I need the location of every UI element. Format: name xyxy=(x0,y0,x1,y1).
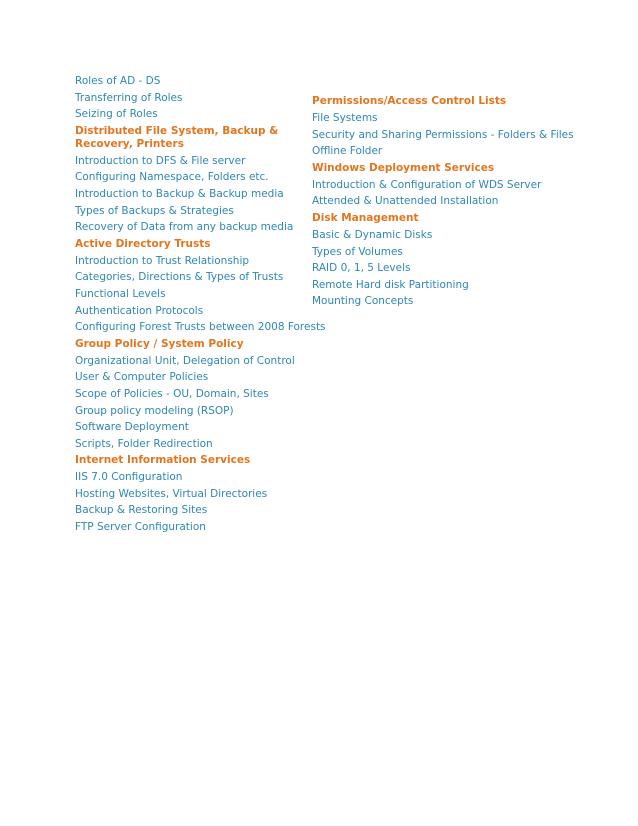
section-heading-permissions-access-control-lists: Permissions/Access Control Lists xyxy=(312,95,507,107)
section-heading-internet-information-services: Internet Information Services xyxy=(75,454,251,467)
list-item-mounting-concepts: Mounting Concepts xyxy=(312,295,414,308)
list-item-user-computer-policies: User & Computer Policies xyxy=(75,371,209,384)
list-item-offline-folder: Offline Folder xyxy=(312,145,383,158)
list-item-raid-0-1-5-levels: RAID 0, 1, 5 Levels xyxy=(312,262,411,275)
list-item-introduction-to-backup-backup-media: Introduction to Backup & Backup media xyxy=(75,187,284,200)
list-item-attended-unattended-installation: Attended & Unattended Installation xyxy=(312,195,499,208)
section-heading-active-directory-trusts: Active Directory Trusts xyxy=(75,237,211,250)
list-item-backup-restoring-sites: Backup & Restoring Sites xyxy=(75,504,208,517)
list-item-transferring-of-roles: Transferring of Roles xyxy=(75,91,183,104)
list-item-remote-hard-disk-partitioning: Remote Hard disk Partitioning xyxy=(312,278,469,291)
list-item-file-systems: File Systems xyxy=(312,112,378,124)
section-heading-distributed-file-system-backup-recovery-printers: Distributed File System, Backup & Recovery, Printers xyxy=(75,124,279,150)
section-heading-windows-deployment-services: Windows Deployment Services xyxy=(312,161,495,174)
list-item-scripts-folder-redirection: Scripts, Folder Redirection xyxy=(75,437,213,450)
list-item-software-deployment: Software Deployment xyxy=(75,421,189,434)
list-item-authentication-protocols: Authentication Protocols xyxy=(75,304,204,317)
list-item-introduction-configuration-of-wds-server: Introduction & Configuration of WDS Server xyxy=(312,178,542,191)
list-item-types-of-backups-strategies: Types of Backups & Strategies xyxy=(75,204,234,217)
left-column xyxy=(75,73,326,536)
list-item-introduction-to-trust-relationship: Introduction to Trust Relationship xyxy=(75,254,250,267)
list-item-basic-dynamic-disks: Basic & Dynamic Disks xyxy=(312,228,433,241)
list-item-functional-levels: Functional Levels xyxy=(75,287,166,300)
list-item-scope-of-policies-ou-domain-sites: Scope of Policies - OU, Domain, Sites xyxy=(75,387,269,400)
list-item-types-of-volumes: Types of Volumes xyxy=(312,245,403,258)
section-heading-disk-management: Disk Management xyxy=(312,211,419,224)
list-item-group-policy-modeling-rsop: Group policy modeling (RSOP) xyxy=(75,404,234,417)
list-item-security-and-sharing-permissions-folders-files: Security and Sharing Permissions - Folders & Files xyxy=(312,128,574,141)
list-item-recovery-of-data-from-any-backup-media: Recovery of Data from any backup media xyxy=(75,221,294,234)
section-heading-group-policy-system-policy: Group Policy / System Policy xyxy=(75,337,244,350)
list-item-iis-7-0-configuration: IIS 7.0 Configuration xyxy=(75,471,183,484)
list-item-seizing-of-roles: Seizing of Roles xyxy=(75,108,158,121)
list-item-ftp-server-configuration: FTP Server Configuration xyxy=(75,521,206,534)
right-column xyxy=(312,93,632,310)
list-item-configuring-namespace-folders-etc: Configuring Namespace, Folders etc. xyxy=(75,171,269,184)
list-item-configuring-forest-trusts-between-2008-forests: Configuring Forest Trusts between 2008 Forests xyxy=(75,321,326,334)
list-item-organizational-unit-delegation-of-control: Organizational Unit, Delegation of Control xyxy=(75,354,295,367)
list-item-roles-of-ad-ds: Roles of AD - DS xyxy=(75,75,161,87)
list-item-hosting-websites-virtual-directories: Hosting Websites, Virtual Directories xyxy=(75,487,268,500)
list-item-introduction-to-dfs-file-server: Introduction to DFS & File server xyxy=(75,154,246,167)
list-item-categories-directions-types-of-trusts: Categories, Directions & Types of Trusts xyxy=(75,271,284,284)
